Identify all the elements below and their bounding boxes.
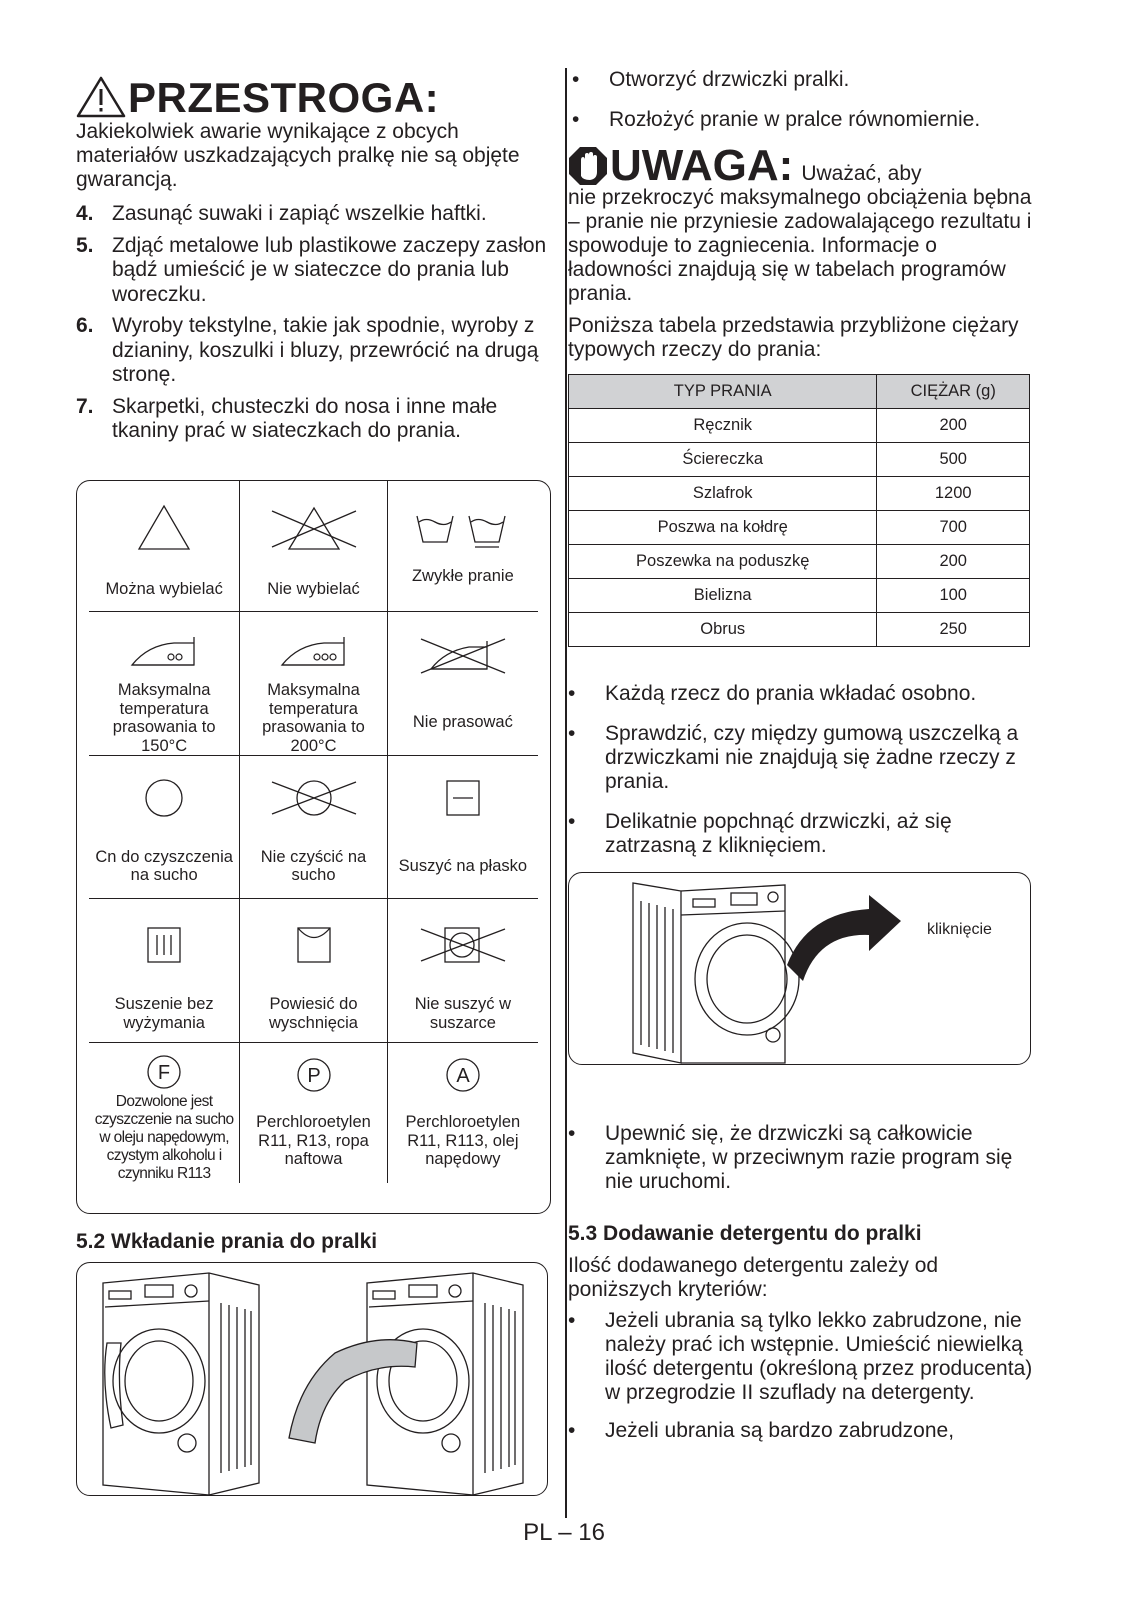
symbol-cell bbox=[89, 1043, 239, 1183]
symbol-cell bbox=[388, 481, 538, 611]
circle-a-icon bbox=[445, 1057, 481, 1093]
bullet-text: Jeżeli ubrania są bardzo zabrudzone, bbox=[605, 1419, 955, 1442]
step-text: Wyroby tekstylne, takie jak spodnie, wyroby z dzianiny, koszulki i bluzy, przewrócić na drugą stronę. bbox=[112, 314, 539, 386]
washing-machine-door-illustration bbox=[569, 873, 1030, 1064]
bullet-text: Każdą rzecz do prania wkładać osobno. bbox=[605, 682, 977, 705]
symbol-cell bbox=[388, 899, 538, 1042]
section-5-2-heading: 5.2 Wkładanie prania do pralki bbox=[76, 1230, 378, 1253]
bullet-text: Delikatnie popchnąć drzwiczki, aż się zatrzasną z kliknięciem. bbox=[605, 810, 952, 857]
symbol-label: Maksymalna temperatura prasowania to 200°C bbox=[262, 681, 365, 755]
list-item bbox=[568, 722, 1038, 794]
step-number: 5. bbox=[76, 233, 94, 257]
warning-triangle-icon bbox=[76, 76, 126, 118]
column-header: CIĘŻAR (g) bbox=[877, 375, 1030, 409]
step-text: Zasunąć suwaki i zapiąć wszelkie haftki. bbox=[112, 202, 487, 225]
symbol-label: Perchloroetylen R11, R113, olej napędowy bbox=[405, 1113, 521, 1169]
circle-letter: P bbox=[306, 1065, 321, 1087]
table-cell: 250 bbox=[877, 613, 1030, 647]
notice-heading bbox=[568, 141, 1038, 190]
circle-letter: A bbox=[456, 1065, 470, 1087]
notice-title: UWAGA: bbox=[610, 141, 794, 190]
symbol-cell bbox=[89, 481, 239, 611]
notice-block bbox=[568, 141, 1038, 362]
table-cell: 700 bbox=[877, 511, 1030, 545]
list-item bbox=[568, 1122, 1038, 1194]
symbol-cell bbox=[239, 1043, 387, 1183]
list-item bbox=[568, 1309, 1038, 1405]
symbol-cell bbox=[89, 756, 239, 898]
caution-text: Jakiekolwiek awarie wynikające z obcych materiałów uszkadzających pralkę nie są objęte gwarancją. bbox=[76, 120, 520, 191]
column-header: TYP PRANIA bbox=[569, 375, 877, 409]
symbol-cell bbox=[239, 899, 387, 1042]
table-row bbox=[569, 409, 1030, 443]
iron-three-dots-icon bbox=[278, 633, 350, 669]
care-symbols-box bbox=[76, 480, 551, 1214]
symbol-cell bbox=[239, 481, 387, 611]
table-row bbox=[569, 511, 1030, 545]
bullet-text: Jeżeli ubrania są tylko lekko zabrudzone, nie należy prać ich wstępnie. Umieścić niewielką ilość detergentu (określoną przez producenta) w przegrodzie II szuflady na detergenty. bbox=[605, 1309, 1033, 1404]
bullet-text: Upewnić się, że drzwiczki są całkowicie zamknięte, w przeciwnym razie program się nie uruchomi. bbox=[605, 1122, 1013, 1193]
table-cell: Obrus bbox=[569, 613, 877, 647]
table-cell: 500 bbox=[877, 443, 1030, 477]
table-cell: Ściereczka bbox=[569, 443, 877, 477]
no-tumble-dry-icon bbox=[413, 923, 513, 967]
step-number: 4. bbox=[76, 202, 94, 225]
table-cell: Poszewka na poduszkę bbox=[569, 545, 877, 579]
symbol-label: Można wybielać bbox=[105, 579, 223, 598]
table-row bbox=[569, 443, 1030, 477]
section-5-3-intro: Ilość dodawanego detergentu zależy od poniższych kryteriów: bbox=[568, 1254, 939, 1301]
column-divider bbox=[565, 68, 567, 1518]
table-cell: Bielizna bbox=[569, 579, 877, 613]
notice-text: nie przekroczyć maksymalnego obciążenia bębna – pranie nie przyniesie zadowalającego rezultatu i spowoduje to zagniecenia. Informacje o ładowności znajdują się w tabelach programów prania. bbox=[568, 186, 1032, 305]
bullet-marker: • bbox=[568, 1419, 576, 1442]
table-header-row bbox=[569, 375, 1030, 409]
right-column bbox=[572, 68, 1052, 142]
list-item bbox=[568, 810, 1038, 858]
caution-heading bbox=[76, 76, 551, 120]
symbol-row bbox=[89, 899, 538, 1043]
circle-letter: F bbox=[158, 1062, 171, 1084]
bullet-marker: • bbox=[572, 68, 580, 91]
symbol-cell bbox=[89, 612, 239, 755]
symbol-label: Dozwolone jest czyszczenie na sucho w oleju napędowym, czystym alkoholu i czynniku R113 bbox=[94, 1093, 234, 1182]
symbol-label: Nie wybielać bbox=[267, 579, 360, 598]
symbol-label: Powiesić do wyschnięcia bbox=[269, 995, 358, 1032]
symbol-label: Cn do czyszczenia na sucho bbox=[95, 847, 233, 884]
step-text: Zdjąć metalowe lub plastikowe zaczepy zasłon bądź umieścić je w siateczce do prania lub woreczku. bbox=[112, 233, 547, 306]
bullet-text: Rozłożyć pranie w pralce równomiernie. bbox=[609, 108, 981, 131]
symbol-label: Maksymalna temperatura prasowania to 150°C bbox=[112, 681, 216, 755]
list-item bbox=[572, 68, 1052, 92]
table-cell: 200 bbox=[877, 409, 1030, 443]
table-intro: Poniższa tabela przedstawia przybliżone ciężary typowych rzeczy do prania: bbox=[568, 314, 1019, 361]
no-bleach-icon bbox=[264, 503, 364, 553]
table-row bbox=[569, 579, 1030, 613]
bullet-text: Sprawdzić, czy między gumową uszczelką a drzwiczkami nie znajdują się żadne rzeczy z prania. bbox=[605, 722, 1019, 793]
drip-dry-icon bbox=[144, 925, 184, 965]
no-dry-clean-icon bbox=[264, 776, 364, 820]
symbol-label: Nie suszyć w suszarce bbox=[414, 995, 511, 1032]
bullet-list bbox=[568, 682, 1038, 874]
step-number: 6. bbox=[76, 314, 94, 337]
bullet-list bbox=[568, 1122, 1038, 1210]
table-cell: Szlafrok bbox=[569, 477, 877, 511]
list-item bbox=[568, 1419, 1038, 1443]
bullet-marker: • bbox=[572, 108, 580, 131]
click-label: kliknięcie bbox=[927, 921, 992, 938]
line-dry-icon bbox=[294, 925, 334, 965]
list-item bbox=[76, 234, 551, 308]
bullet-list bbox=[572, 68, 1052, 132]
table-row bbox=[569, 545, 1030, 579]
table-cell: 200 bbox=[877, 545, 1030, 579]
symbol-cell bbox=[239, 756, 387, 898]
list-item bbox=[568, 682, 1038, 706]
bullet-list bbox=[568, 1309, 1038, 1459]
table-row bbox=[569, 477, 1030, 511]
symbol-row bbox=[89, 612, 538, 756]
left-column bbox=[76, 76, 551, 451]
symbol-row bbox=[89, 756, 538, 899]
bullet-marker: • bbox=[568, 1309, 576, 1332]
symbol-label: Zwykłe pranie bbox=[411, 567, 514, 585]
dry-flat-icon bbox=[443, 778, 483, 818]
symbol-cell bbox=[388, 1043, 538, 1183]
page-number: PL – 16 bbox=[523, 1519, 605, 1546]
list-item bbox=[76, 314, 551, 388]
no-iron-icon bbox=[413, 633, 513, 677]
caution-title: PRZESTROGA: bbox=[128, 74, 440, 121]
symbol-cell bbox=[239, 612, 387, 755]
bullet-text: Otworzyć drzwiczki pralki. bbox=[609, 68, 850, 91]
circle-p-icon bbox=[296, 1057, 332, 1093]
normal-wash-icon bbox=[413, 508, 513, 548]
symbol-cell bbox=[388, 612, 538, 755]
bullet-marker: • bbox=[568, 682, 576, 705]
step-number: 7. bbox=[76, 394, 94, 418]
symbol-row bbox=[89, 481, 538, 612]
list-item bbox=[76, 395, 551, 444]
table-row bbox=[569, 613, 1030, 647]
list-item bbox=[76, 202, 551, 227]
washing-machine-loading-illustration bbox=[77, 1263, 547, 1495]
bullet-marker: • bbox=[568, 810, 576, 833]
loading-illustration bbox=[76, 1262, 548, 1496]
stop-hand-icon bbox=[568, 146, 608, 186]
circle-f-icon bbox=[146, 1054, 182, 1090]
table-cell: Ręcznik bbox=[569, 409, 877, 443]
door-click-illustration bbox=[568, 872, 1031, 1065]
table-cell: Poszwa na kołdrę bbox=[569, 511, 877, 545]
table-cell: 1200 bbox=[877, 477, 1030, 511]
symbol-label: Perchloroetylen R11, R13, ropa naftowa bbox=[256, 1113, 371, 1169]
bullet-marker: • bbox=[568, 722, 576, 745]
bleach-triangle-icon bbox=[136, 503, 192, 553]
dry-clean-circle-icon bbox=[142, 776, 186, 820]
symbol-label: Suszenie bez wyżymania bbox=[114, 995, 214, 1032]
steps-list bbox=[76, 202, 551, 444]
weight-table bbox=[568, 374, 1030, 647]
iron-two-dots-icon bbox=[128, 633, 200, 669]
symbol-row bbox=[89, 1043, 538, 1183]
symbol-cell bbox=[89, 899, 239, 1042]
symbol-cell bbox=[388, 756, 538, 898]
care-symbols-grid bbox=[89, 481, 538, 1183]
table-cell: 100 bbox=[877, 579, 1030, 613]
step-text: Skarpetki, chusteczki do nosa i inne małe tkaniny prać w siateczkach do prania. bbox=[112, 394, 498, 442]
symbol-label: Suszyć na płasko bbox=[398, 856, 528, 875]
list-item bbox=[572, 108, 1052, 132]
notice-lead: Uważać, aby bbox=[801, 162, 922, 185]
bullet-marker: • bbox=[568, 1122, 576, 1145]
symbol-label: Nie czyścić na sucho bbox=[260, 847, 367, 884]
symbol-label: Nie prasować bbox=[412, 713, 513, 732]
section-5-3-heading: 5.3 Dodawanie detergentu do pralki bbox=[568, 1222, 922, 1245]
